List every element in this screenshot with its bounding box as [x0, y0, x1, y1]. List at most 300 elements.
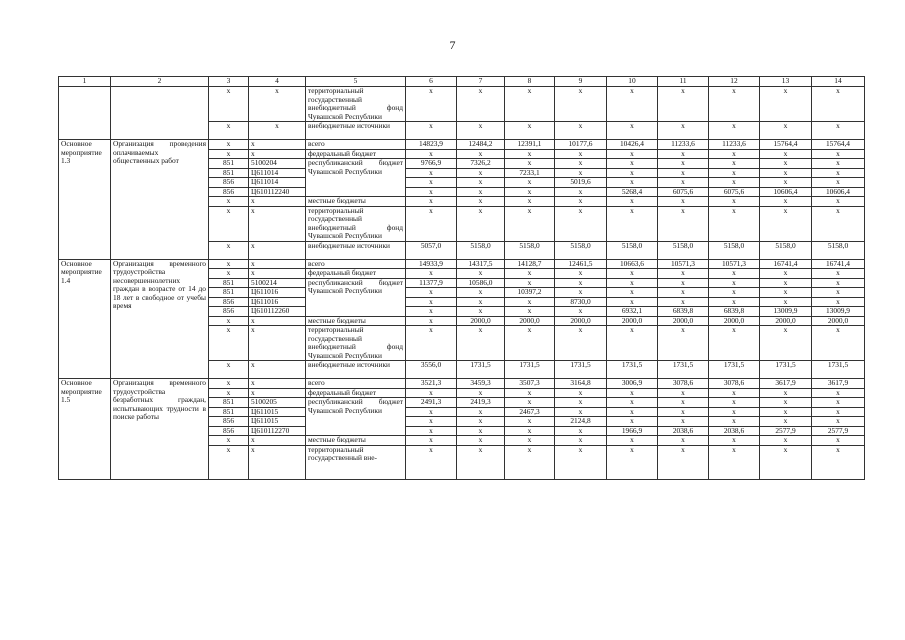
table-cell: 851 [209, 288, 249, 298]
table-cell: x [209, 316, 249, 326]
table-cell: 10571,3 [658, 259, 709, 269]
table-row [59, 259, 865, 269]
table-cell: 13009,9 [760, 307, 812, 317]
source-cell: местные бюджеты [306, 436, 406, 446]
table-cell: 12461,5 [555, 259, 607, 269]
table-cell: x [760, 297, 812, 307]
table-cell: x [457, 407, 505, 417]
source-cell: местные бюджеты [306, 197, 406, 207]
table-cell: внебюджетные источники [306, 122, 406, 140]
header-cell: 8 [505, 77, 555, 87]
table-cell: x [406, 122, 457, 140]
table-cell: x [505, 187, 555, 197]
table-cell: x [760, 168, 812, 178]
event-description: Организация проведения оплачиваемых общественных работ [111, 140, 209, 260]
table-cell: 10177,6 [555, 140, 607, 150]
table-cell: 2419,3 [457, 398, 505, 408]
table-cell: x [249, 140, 306, 150]
table-cell: x [760, 197, 812, 207]
table-cell: x [812, 388, 865, 398]
table-cell: 1731,5 [607, 361, 658, 379]
table-cell: x [658, 297, 709, 307]
table-cell: x [249, 379, 306, 389]
table-cell: Ц611014 [249, 168, 306, 178]
table-cell: x [658, 326, 709, 361]
table-cell: 856 [209, 178, 249, 188]
table-cell: x [209, 87, 249, 122]
table-cell: x [249, 388, 306, 398]
table-cell: x [607, 288, 658, 298]
table-cell: x [607, 436, 658, 446]
table-cell: 2038,6 [658, 426, 709, 436]
table-cell: 12391,1 [505, 140, 555, 150]
table-cell: x [406, 445, 457, 479]
table-cell: 6075,6 [658, 187, 709, 197]
table-cell: x [406, 269, 457, 279]
table-cell: 10397,2 [505, 288, 555, 298]
table-cell: x [505, 197, 555, 207]
header-cell: 13 [760, 77, 812, 87]
table-cell: Ц610112270 [249, 426, 306, 436]
table-cell: 856 [209, 307, 249, 317]
table-cell: x [209, 445, 249, 479]
event-name: Основное мероприятие 1.5 [59, 379, 111, 480]
table-cell: 3617,9 [812, 379, 865, 389]
table-cell: x [249, 436, 306, 446]
table-row [59, 140, 865, 150]
table-cell: x [406, 87, 457, 122]
table-cell: x [406, 168, 457, 178]
table-cell: x [249, 241, 306, 259]
table-cell: 856 [209, 426, 249, 436]
table-cell: x [457, 436, 505, 446]
table-cell: x [457, 197, 505, 207]
table-cell: 851 [209, 159, 249, 169]
table-cell: x [555, 122, 607, 140]
table-cell: Ц611015 [249, 417, 306, 427]
table-cell: x [658, 178, 709, 188]
table-cell: x [406, 178, 457, 188]
table-cell: x [555, 87, 607, 122]
table-cell: x [457, 288, 505, 298]
table-cell: x [709, 407, 760, 417]
table-cell: 5158,0 [505, 241, 555, 259]
table-cell: 9766,9 [406, 159, 457, 169]
table-cell: x [406, 187, 457, 197]
table-cell: x [406, 388, 457, 398]
table-row [59, 379, 865, 389]
table-cell: 13009,9 [812, 307, 865, 317]
table-cell: x [457, 168, 505, 178]
table-cell: x [406, 417, 457, 427]
header-cell: 4 [249, 77, 306, 87]
event-description: Организация временного трудоустройства несовершеннолетних граждан в возрасте от 14 до 18 лет в свободное от учебы время [111, 259, 209, 379]
table-cell: x [555, 149, 607, 159]
table-cell: 1966,9 [607, 426, 658, 436]
table-cell: 2000,0 [457, 316, 505, 326]
table-cell: 3078,6 [658, 379, 709, 389]
table-cell: 2000,0 [607, 316, 658, 326]
source-cell: всего [306, 379, 406, 389]
event-name: Основное мероприятие 1.3 [59, 140, 111, 260]
table-cell: x [505, 278, 555, 288]
table-cell: x [249, 361, 306, 379]
table-cell: x [457, 326, 505, 361]
table-cell: x [709, 159, 760, 169]
table-cell: 3459,3 [457, 379, 505, 389]
table-cell: x [812, 417, 865, 427]
table-cell: Ц610112240 [249, 187, 306, 197]
table-cell: x [555, 398, 607, 408]
table-cell: x [555, 288, 607, 298]
table-cell: x [658, 197, 709, 207]
table-cell: x [658, 149, 709, 159]
table-cell: x [505, 178, 555, 188]
table-cell: x [505, 297, 555, 307]
table-cell: 1731,5 [555, 361, 607, 379]
table-cell: x [760, 288, 812, 298]
table-cell: x [249, 122, 306, 140]
table-cell: x [249, 259, 306, 269]
table-cell: x [760, 178, 812, 188]
table-cell: x [505, 436, 555, 446]
table-cell: 1731,5 [658, 361, 709, 379]
source-cell: местные бюджеты [306, 316, 406, 326]
table-cell: 3521,3 [406, 379, 457, 389]
table-cell: x [209, 388, 249, 398]
source-cell: республиканский бюджет Чувашской Республики [306, 278, 406, 316]
table-cell: x [555, 187, 607, 197]
table-cell: 6075,6 [709, 187, 760, 197]
table-cell: x [658, 436, 709, 446]
table-cell: x [457, 426, 505, 436]
table-cell: x [406, 326, 457, 361]
table-cell: 851 [209, 407, 249, 417]
table-cell: x [812, 168, 865, 178]
table-cell: x [607, 149, 658, 159]
table-cell: x [760, 87, 812, 122]
table-cell: 6839,8 [658, 307, 709, 317]
table-cell: x [406, 149, 457, 159]
source-cell: внебюджетные источники [306, 361, 406, 379]
table-cell: Ц611015 [249, 407, 306, 417]
table-cell: 10606,4 [760, 187, 812, 197]
table-cell: x [607, 168, 658, 178]
table-cell: 16741,4 [812, 259, 865, 269]
table-cell: x [607, 178, 658, 188]
table-cell: x [457, 87, 505, 122]
table-cell: 2000,0 [760, 316, 812, 326]
table-cell: x [505, 445, 555, 479]
table-cell: x [658, 278, 709, 288]
table-cell: x [709, 149, 760, 159]
table-cell: x [505, 87, 555, 122]
table-cell: x [658, 445, 709, 479]
page-number: 7 [449, 38, 456, 52]
table-cell: x [555, 445, 607, 479]
table-cell: x [555, 168, 607, 178]
table-cell: 15764,4 [760, 140, 812, 150]
table-cell: x [607, 297, 658, 307]
source-cell: республиканский бюджет Чувашской Республики [306, 398, 406, 436]
table-cell: x [505, 269, 555, 279]
table-cell: x [209, 197, 249, 207]
table-cell: x [607, 269, 658, 279]
table-cell: 2000,0 [658, 316, 709, 326]
table-cell: x [555, 278, 607, 288]
table-cell: x [457, 307, 505, 317]
table-cell: x [209, 122, 249, 140]
table-cell: 856 [209, 187, 249, 197]
source-cell: федеральный бюджет [306, 269, 406, 279]
table-cell: x [457, 297, 505, 307]
table-cell: 1731,5 [709, 361, 760, 379]
header-cell: 2 [111, 77, 209, 87]
source-cell: внебюджетные источники [306, 241, 406, 259]
table-cell: x [709, 122, 760, 140]
event-name: Основное мероприятие 1.4 [59, 259, 111, 379]
table-cell: x [709, 278, 760, 288]
table-cell: 5158,0 [658, 241, 709, 259]
table-cell: территориальный государственный внебюджетный фонд Чувашской Республики [306, 87, 406, 122]
table-cell: x [249, 197, 306, 207]
table-cell: x [812, 288, 865, 298]
table-cell: x [555, 307, 607, 317]
name-cell [59, 87, 111, 140]
table-cell: x [812, 278, 865, 288]
table-cell: x [760, 122, 812, 140]
table-cell: x [658, 168, 709, 178]
source-cell: республиканский бюджет Чувашской Республики [306, 159, 406, 197]
table-cell: x [209, 436, 249, 446]
table-cell: x [658, 417, 709, 427]
table-cell: Ц611014 [249, 178, 306, 188]
table-cell: x [709, 326, 760, 361]
header-cell: 3 [209, 77, 249, 87]
table-cell: x [709, 417, 760, 427]
table-cell: x [658, 269, 709, 279]
table-cell: x [457, 178, 505, 188]
table-cell: x [658, 288, 709, 298]
table-cell: x [709, 297, 760, 307]
table-cell: 10586,0 [457, 278, 505, 288]
table-cell: x [505, 159, 555, 169]
header-cell: 5 [306, 77, 406, 87]
table-cell: x [607, 87, 658, 122]
table-cell: x [209, 149, 249, 159]
table-cell: x [249, 149, 306, 159]
table-cell: x [249, 316, 306, 326]
table-cell: x [457, 417, 505, 427]
table-cell: x [658, 407, 709, 417]
table-cell: 10663,6 [607, 259, 658, 269]
table-cell: x [457, 122, 505, 140]
table-cell: x [457, 445, 505, 479]
table-cell: x [709, 388, 760, 398]
table-cell: x [209, 241, 249, 259]
table-cell: x [607, 197, 658, 207]
table-cell: x [812, 269, 865, 279]
table-cell: x [607, 326, 658, 361]
table-cell: 10571,3 [709, 259, 760, 269]
table-cell: x [209, 326, 249, 361]
table-cell: x [406, 316, 457, 326]
table-cell: 5268,4 [607, 187, 658, 197]
table-cell: x [555, 426, 607, 436]
source-cell: территориальный государственный внебюджетный фонд Чувашской Республики [306, 206, 406, 241]
table-cell: x [406, 426, 457, 436]
table-cell: 856 [209, 417, 249, 427]
table-cell: 3556,0 [406, 361, 457, 379]
table-cell: x [406, 307, 457, 317]
table-cell: x [505, 149, 555, 159]
header-cell: 1 [59, 77, 111, 87]
table-cell: x [709, 398, 760, 408]
table-cell: 2000,0 [709, 316, 760, 326]
table-cell: x [249, 326, 306, 361]
table-cell: x [709, 197, 760, 207]
table-cell: x [209, 259, 249, 269]
table-cell: 6932,1 [607, 307, 658, 317]
table-cell: 2000,0 [555, 316, 607, 326]
table-cell: x [812, 398, 865, 408]
table-cell: 851 [209, 168, 249, 178]
table-cell: x [760, 417, 812, 427]
header-cell: 11 [658, 77, 709, 87]
table-cell: 5100214 [249, 278, 306, 288]
budget-table [58, 76, 865, 480]
table-cell: x [209, 361, 249, 379]
table-cell: x [209, 379, 249, 389]
table-cell: x [209, 140, 249, 150]
table-cell: x [709, 288, 760, 298]
table-cell: x [709, 168, 760, 178]
table-cell: x [607, 417, 658, 427]
table-cell: x [209, 269, 249, 279]
table-cell: x [812, 445, 865, 479]
table-cell: 6839,8 [709, 307, 760, 317]
table-cell: x [760, 398, 812, 408]
table-cell: x [249, 445, 306, 479]
table-cell: x [760, 278, 812, 288]
table-cell: x [607, 445, 658, 479]
table-cell: 7233,1 [505, 168, 555, 178]
table-cell: x [709, 206, 760, 241]
header-cell: 10 [607, 77, 658, 87]
table-cell: x [555, 269, 607, 279]
table-cell: x [709, 269, 760, 279]
table-cell: x [760, 326, 812, 361]
table-cell: 1731,5 [505, 361, 555, 379]
table-cell: x [555, 407, 607, 417]
table-cell: x [607, 388, 658, 398]
table-cell: x [555, 206, 607, 241]
table-cell: 8730,0 [555, 297, 607, 307]
table-cell: 851 [209, 278, 249, 288]
table-cell: 10606,4 [812, 187, 865, 197]
table-cell: x [709, 178, 760, 188]
table-cell: x [812, 326, 865, 361]
table-cell: x [457, 206, 505, 241]
table-cell: x [812, 178, 865, 188]
table-cell: 11233,6 [658, 140, 709, 150]
header-cell: 9 [555, 77, 607, 87]
table-cell: 2038,6 [709, 426, 760, 436]
table-cell: 16741,4 [760, 259, 812, 269]
table-cell: 10426,4 [607, 140, 658, 150]
table-cell: 2124,8 [555, 417, 607, 427]
table-cell: x [760, 388, 812, 398]
table-cell: 5158,0 [760, 241, 812, 259]
table-cell: x [555, 436, 607, 446]
table-cell: 2577,9 [812, 426, 865, 436]
table-cell: 12484,2 [457, 140, 505, 150]
table-cell: x [812, 436, 865, 446]
table-cell: x [555, 159, 607, 169]
table-cell: x [209, 206, 249, 241]
table-cell: x [607, 278, 658, 288]
table-cell: x [607, 398, 658, 408]
table-cell: x [505, 206, 555, 241]
table-cell: 3078,6 [709, 379, 760, 389]
table-cell: 14128,7 [505, 259, 555, 269]
table-cell: x [249, 206, 306, 241]
table-cell: x [249, 269, 306, 279]
table-cell: x [505, 307, 555, 317]
header-cell: 12 [709, 77, 760, 87]
table-cell: 3617,9 [760, 379, 812, 389]
header-cell: 6 [406, 77, 457, 87]
table-cell: Ц611016 [249, 288, 306, 298]
table-cell: x [406, 436, 457, 446]
table-cell: x [406, 197, 457, 207]
table-cell: x [607, 159, 658, 169]
table-cell: x [457, 388, 505, 398]
table-cell: x [812, 297, 865, 307]
table-cell: Ц611016 [249, 297, 306, 307]
table-cell: 5100204 [249, 159, 306, 169]
table-cell: 2000,0 [505, 316, 555, 326]
table-cell: x [709, 445, 760, 479]
table-cell: x [457, 149, 505, 159]
table-cell: 14933,9 [406, 259, 457, 269]
table-cell: x [760, 149, 812, 159]
table-cell: Ц610112260 [249, 307, 306, 317]
table-cell: x [658, 206, 709, 241]
table-cell: 5019,6 [555, 178, 607, 188]
table-cell: x [812, 149, 865, 159]
source-cell: всего [306, 140, 406, 150]
table-cell: x [406, 407, 457, 417]
table-row [59, 87, 865, 122]
table-cell: 11233,6 [709, 140, 760, 150]
table-cell: x [760, 159, 812, 169]
table-cell: x [812, 87, 865, 122]
table-cell: x [812, 159, 865, 169]
table-cell: x [709, 436, 760, 446]
source-cell: федеральный бюджет [306, 149, 406, 159]
table-cell: 5158,0 [457, 241, 505, 259]
table-cell: 2467,3 [505, 407, 555, 417]
source-cell: всего [306, 259, 406, 269]
table-cell: x [709, 87, 760, 122]
table-cell: x [658, 122, 709, 140]
table-cell: 15764,4 [812, 140, 865, 150]
table-cell: x [505, 398, 555, 408]
table-cell: x [760, 436, 812, 446]
table-cell: 5158,0 [812, 241, 865, 259]
table-cell: x [658, 398, 709, 408]
